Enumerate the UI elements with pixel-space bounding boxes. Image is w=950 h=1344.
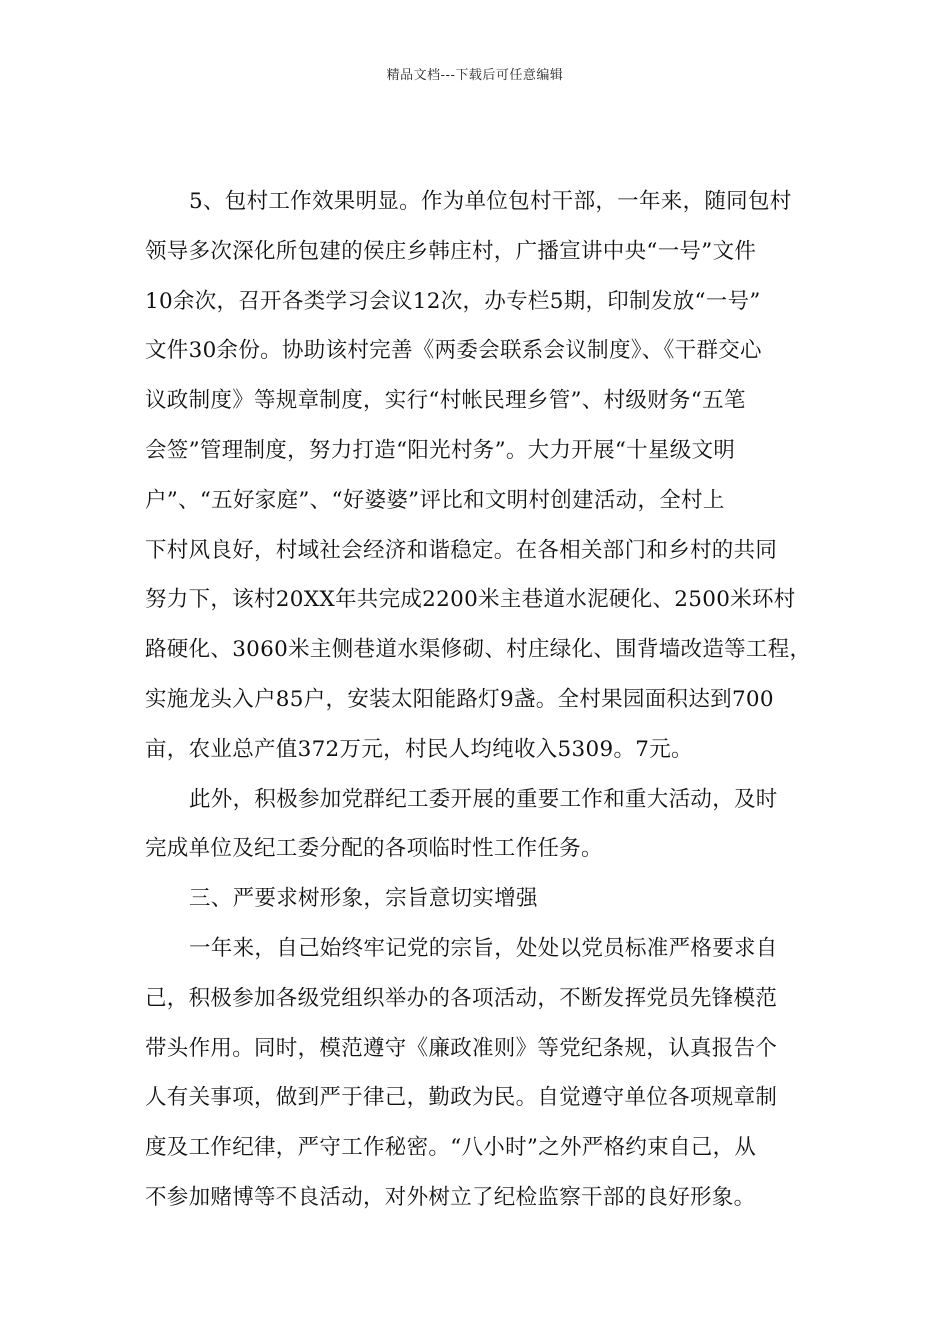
page-header: 精品文档---下载后可任意编辑 [386,68,564,83]
text-line: 带头作用。同时，模范遵守《廉政准则》等党纪条规，认真报告个 [145,1035,778,1061]
text-line: 10余次，召开各类学习会议12次，办专栏5期，印制发放“一号” [145,288,761,314]
text-line: 一年来，自己始终牢记党的宗旨，处处以党员标准严格要求自 [189,935,778,961]
text-line: 不参加赌博等不良活动，对外树立了纪检监察干部的良好形象。 [145,1184,756,1210]
text-line: 会签”管理制度，努力打造“阳光村务”。大力开展“十星级文明 [145,437,736,463]
text-line: 下村风良好，村域社会经济和谐稳定。在各相关部门和乡村的共同 [145,537,778,563]
text-line: 议政制度》等规章制度，实行“村帐民理乡管”、村级财务“五笔 [145,388,746,414]
text-line: 人有关事项，做到严于律己，勤政为民。自觉遵守单位各项规章制 [145,1085,778,1111]
text-line: 己，积极参加各级党组织举办的各项活动，不断发挥党员先锋模范 [145,985,778,1011]
section-heading: 三、严要求树形象，宗旨意切实增强 [189,886,538,912]
text-line: 亩，农业总产值372万元，村民人均纯收入5309。7元。 [145,736,693,762]
text-line: 度及工作纪律，严守工作秘密。“八小时”之外严格约束自己，从 [145,1135,757,1161]
text-line: 领导多次深化所包建的侯庄乡韩庄村，广播宣讲中央“一号”文件 [145,238,757,264]
text-line: 路硬化、3060米主侧巷道水渠修砌、村庄绿化、围背墙改造等工程， [145,637,812,663]
text-line: 完成单位及纪工委分配的各项临时性工作任务。 [145,836,603,862]
text-line: 文件30余份。协助该村完善《两委会联系会议制度》、《干群交心 [145,338,762,364]
document-body [145,177,812,1223]
text-line: 实施龙头入户85户，安装太阳能路灯9盏。全村果园面积达到700 [145,686,774,712]
text-line: 5、包村工作效果明显。作为单位包村干部，一年来，随同包村 [189,189,792,214]
text-line: 户”、“五好家庭”、“好婆婆”评比和文明村创建活动，全村上 [145,487,725,513]
text-line: 此外，积极参加党群纪工委开展的重要工作和重大活动，及时 [189,786,778,812]
text-line: 努力下，该村20XX年共完成2200米主巷道水泥硬化、2500米环村 [145,587,796,613]
